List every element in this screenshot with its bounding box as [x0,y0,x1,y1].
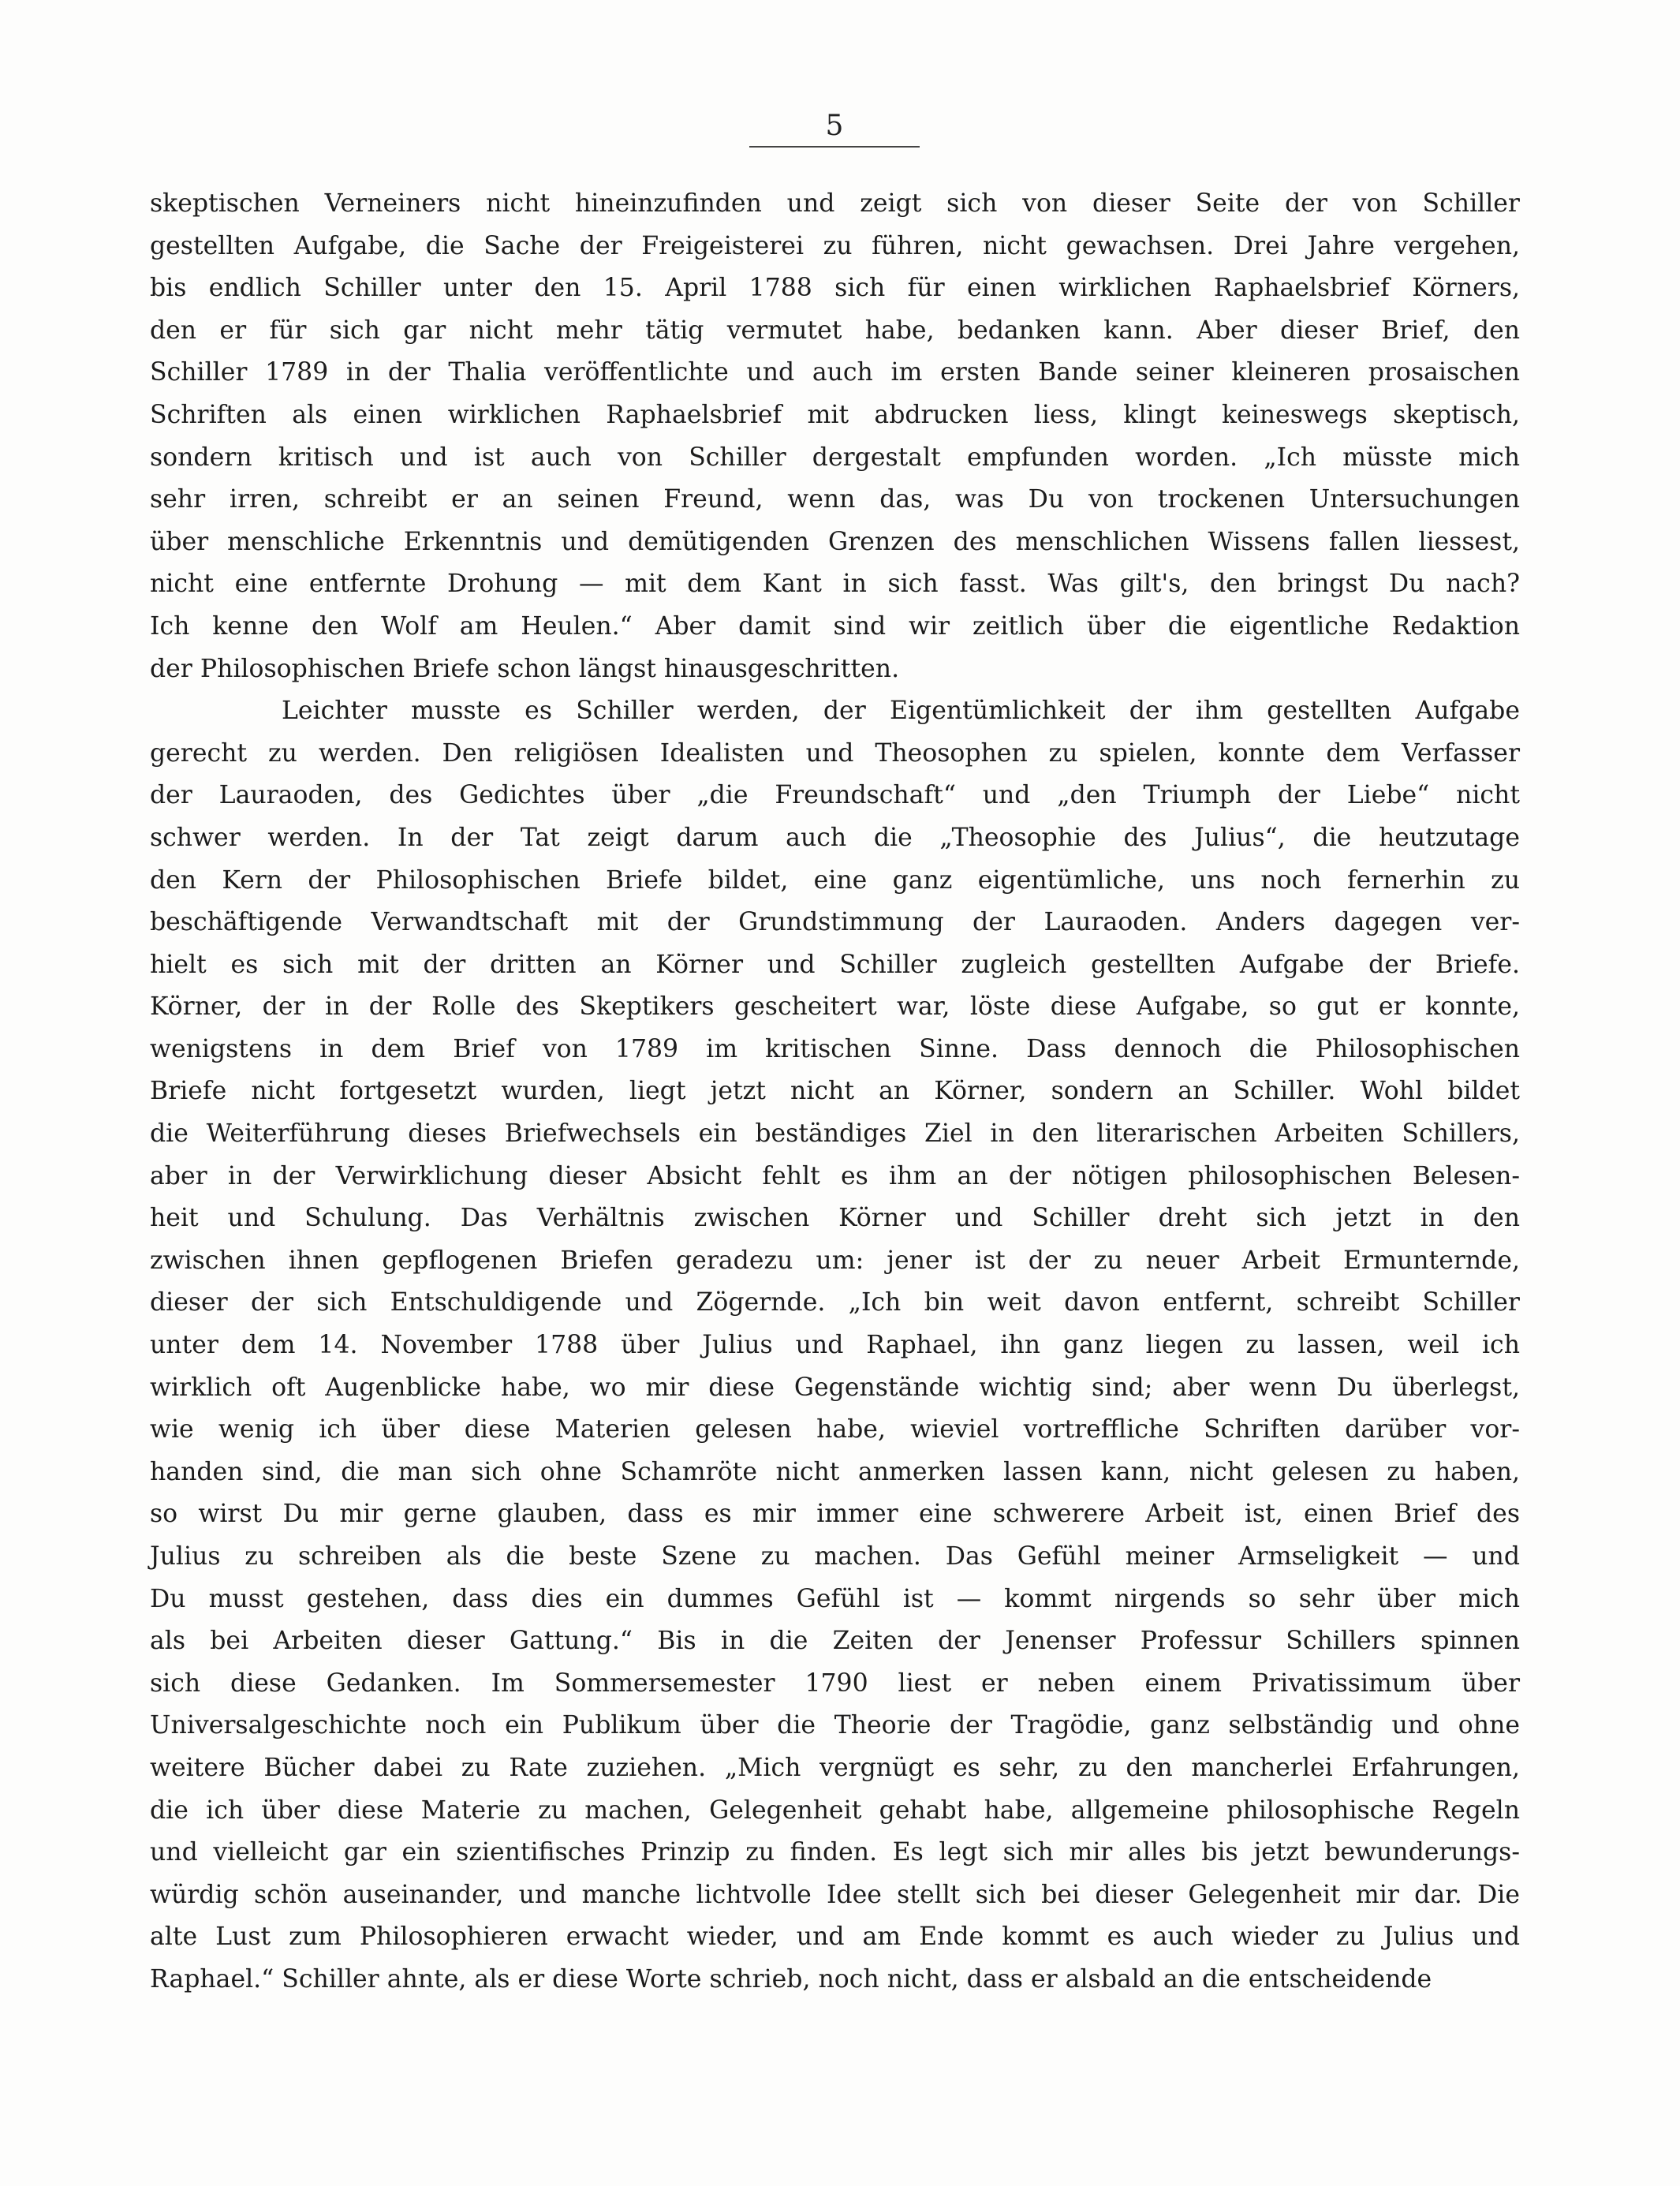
body-text [150,183,1520,2001]
text-line: alte Lust zum Philosophieren erwacht wieder, und am Ende kommt es auch wieder zu Julius und [150,1923,1520,1952]
text-line: skeptischen Verneiners nicht hineinzufinden und zeigt sich von dieser Seite der von Schiller [150,189,1520,218]
text-line: weitere Bücher dabei zu Rate zuziehen. „Mich vergnügt es sehr, zu den mancherlei Erfahrungen, [150,1753,1520,1782]
text-line: Leichter musste es Schiller werden, der Eigentümlichkeit der ihm gestellten Aufgabe [282,697,1520,726]
paragraph-1 [150,183,1520,690]
text-line: aber in der Verwirklichung dieser Absicht fehlt es ihm an der nötigen philosophischen Belesen- [150,1161,1520,1190]
text-line: die Weiterführung dieses Briefwechsels ein beständiges Ziel in den literarischen Arbeiten Schillers, [150,1119,1520,1149]
text-line: den er für sich gar nicht mehr tätig vermutet habe, bedanken kann. Aber dieser Brief, den [150,316,1520,345]
text-line: Du musst gestehen, dass dies ein dummes Gefühl ist — kommt nirgends so sehr über mich [150,1584,1520,1613]
text-line: sich diese Gedanken. Im Sommersemester 1790 liest er neben einem Privatissimum über [150,1668,1520,1698]
text-line: zwischen ihnen gepflogenen Briefen geradezu um: jener ist der zu neuer Arbeit Ermunternde, [150,1246,1520,1275]
page-number: 5 [825,110,844,142]
text-line: beschäftigende Verwandtschaft mit der Grundstimmung der Lauraoden. Anders dagegen ver- [150,908,1520,937]
text-line: würdig schön auseinander, und manche lichtvolle Idee stellt sich bei dieser Gelegenheit mir dar. Die [150,1880,1520,1909]
text-line: der Philosophischen Briefe schon längst hinausgeschritten. [150,654,900,683]
text-line: schwer werden. In der Tat zeigt darum auch die „Theosophie des Julius“, die heutzutage [150,823,1520,852]
text-line: wie wenig ich über diese Materien gelesen habe, wieviel vortreffliche Schriften darüber vor- [150,1415,1520,1444]
text-line: unter dem 14. November 1788 über Julius und Raphael, ihn ganz liegen zu lassen, weil ich [150,1331,1520,1360]
text-line: sondern kritisch und ist auch von Schiller dergestalt empfunden worden. „Ich müsste mich [150,443,1520,472]
text-line: Julius zu schreiben als die beste Szene zu machen. Das Gefühl meiner Armseligkeit — und [150,1542,1520,1571]
text-line: Schriften als einen wirklichen Raphaelsbrief mit abdrucken liess, klingt keineswegs skeptisch, [150,400,1520,429]
text-line: die ich über diese Materie zu machen, Gelegenheit gehabt habe, allgemeine philosophische Regeln [150,1796,1520,1825]
text-line: Körner, der in der Rolle des Skeptikers gescheitert war, löste diese Aufgabe, so gut er konnte, [150,992,1520,1022]
text-line: Briefe nicht fortgesetzt wurden, liegt jetzt nicht an Körner, sondern an Schiller. Wohl bildet [150,1077,1520,1106]
text-line: wenigstens in dem Brief von 1789 im kritischen Sinne. Dass dennoch die Philosophischen [150,1034,1520,1063]
text-line: dieser der sich Entschuldigende und Zögernde. „Ich bin weit davon entfernt, schreibt Schiller [150,1288,1520,1317]
text-line: sehr irren, schreibt er an seinen Freund, wenn das, was Du von trockenen Untersuchungen [150,485,1520,514]
text-line: über menschliche Erkenntnis und demütigenden Grenzen des menschlichen Wissens fallen liessest, [150,527,1520,556]
text-line: nicht eine entfernte Drohung — mit dem Kant in sich fasst. Was gilt's, den bringst Du nach? [150,570,1520,599]
text-line: handen sind, die man sich ohne Schamröte nicht anmerken lassen kann, nicht gelesen zu haben, [150,1457,1520,1486]
text-line: wirklich oft Augenblicke habe, wo mir diese Gegenstände wichtig sind; aber wenn Du überlegst, [150,1373,1520,1402]
text-line: bis endlich Schiller unter den 15. April 1788 sich für einen wirklichen Raphaelsbrief Körners, [150,274,1520,303]
text-line: gestellten Aufgabe, die Sache der Freigeisterei zu führen, nicht gewachsen. Drei Jahre vergehen, [150,231,1520,260]
text-line: Ich kenne den Wolf am Heulen.“ Aber damit sind wir zeitlich über die eigentliche Redaktion [150,611,1520,641]
text-line: und vielleicht gar ein szientifisches Prinzip zu finden. Es legt sich mir alles bis jetzt bewunderungs- [150,1838,1520,1867]
paragraph-2 [150,690,1520,2001]
text-line: Schiller 1789 in der Thalia veröffentlichte und auch im ersten Bande seiner kleineren prosaischen [150,358,1520,387]
text-line: Universalgeschichte noch ein Publikum über die Theorie der Tragödie, ganz selbständig und ohne [150,1711,1520,1740]
text-line: als bei Arbeiten dieser Gattung.“ Bis in die Zeiten der Jenenser Professur Schillers spinnen [150,1627,1520,1656]
text-line: den Kern der Philosophischen Briefe bildet, eine ganz eigentümliche, uns noch fernerhin zu [150,865,1520,895]
text-line: hielt es sich mit der dritten an Körner und Schiller zugleich gestellten Aufgabe der Briefe. [150,950,1520,979]
text-line: heit und Schulung. Das Verhältnis zwischen Körner und Schiller dreht sich jetzt in den [150,1204,1520,1233]
text-line: gerecht zu werden. Den religiösen Idealisten und Theosophen zu spielen, konnte dem Verfasser [150,738,1520,768]
header-rule [749,146,920,148]
text-line: so wirst Du mir gerne glauben, dass es mir immer eine schwerere Arbeit ist, einen Brief des [150,1500,1520,1529]
text-line: der Lauraoden, des Gedichtes über „die Freundschaft“ und „den Triumph der Liebe“ nicht [150,781,1520,810]
text-line: Raphael.“ Schiller ahnte, als er diese Worte schrieb, noch nicht, dass er alsbald an die entscheidende [150,1964,1432,1994]
